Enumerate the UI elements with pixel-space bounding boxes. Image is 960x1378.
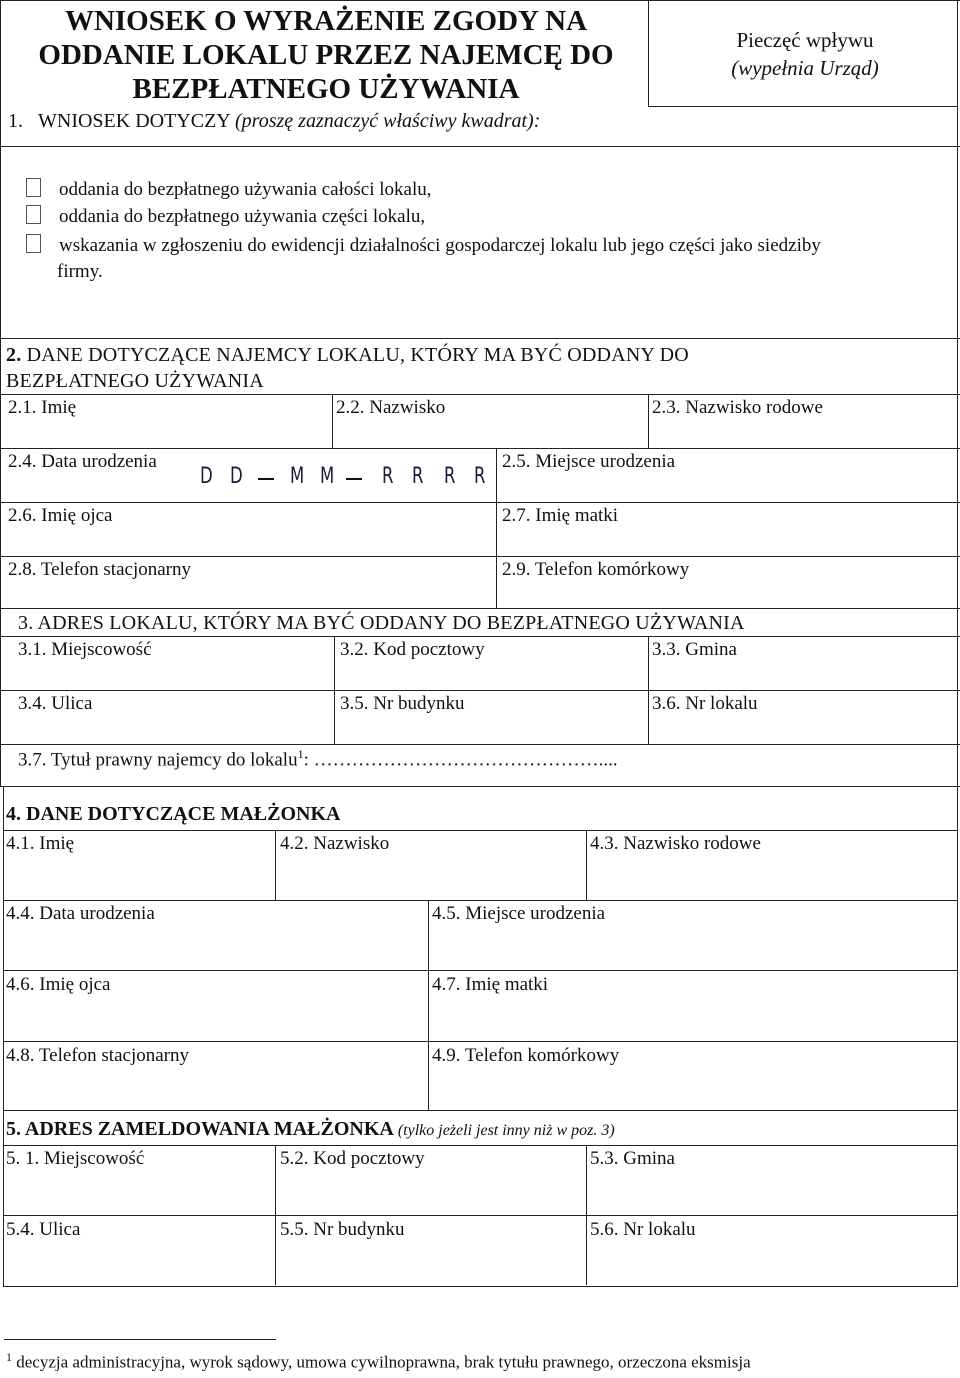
section1-number: 1. <box>8 110 23 132</box>
date-letter-r4: R <box>474 464 486 489</box>
footnote-mark: 1 <box>6 1350 12 1364</box>
s4-col-mid <box>428 900 429 1110</box>
date-letter-r3: R <box>444 464 456 489</box>
date-separator <box>258 478 274 480</box>
section2-top <box>0 338 960 339</box>
section5-top <box>3 1110 958 1111</box>
date-letter-r1: R <box>382 464 394 489</box>
header-bottom <box>0 146 960 147</box>
field-4-3-nazwisko-rodowe[interactable]: 4.3. Nazwisko rodowe <box>590 833 761 854</box>
frame-left-s3 <box>0 608 1 786</box>
frame-left-s2 <box>0 338 1 608</box>
frame-right-s3 <box>957 608 958 786</box>
section2-title-1 <box>6 344 689 367</box>
field-2-9-telefon-komorkowy[interactable]: 2.9. Telefon komórkowy <box>502 559 690 580</box>
s4-row2-top <box>3 900 958 901</box>
section5-heading <box>6 1118 615 1141</box>
field-5-1-miejscowosc[interactable]: 5. 1. Miejscowość <box>6 1148 145 1169</box>
section2-number: 2. <box>6 344 22 366</box>
field-4-4-data-urodzenia[interactable]: 4.4. Data urodzenia <box>6 903 155 924</box>
field-3-6-nr-lokalu[interactable]: 3.6. Nr lokalu <box>652 693 758 714</box>
field-5-6-nr-lokalu[interactable]: 5.6. Nr lokalu <box>590 1219 696 1240</box>
checkbox-part-premises[interactable] <box>26 205 41 224</box>
field-5-5-nr-budynku[interactable]: 5.5. Nr budynku <box>280 1219 405 1240</box>
footnote-text: decyzja administracyjna, wyrok sądowy, umowa cywilnoprawna, brak tytułu prawnego, orzeczona eksmisja <box>16 1352 751 1372</box>
field-5-3-gmina[interactable]: 5.3. Gmina <box>590 1148 675 1169</box>
date-letter-d2: D <box>230 464 243 489</box>
checkbox-company-seat[interactable] <box>26 234 41 253</box>
field-4-9-telefon-komorkowy[interactable]: 4.9. Telefon komórkowy <box>432 1045 620 1066</box>
frame-top <box>0 0 960 1</box>
field-2-6-imie-ojca[interactable]: 2.6. Imię ojca <box>8 505 113 526</box>
field-2-4-data-urodzenia[interactable]: 2.4. Data urodzenia <box>8 451 157 472</box>
s2-col-2 <box>648 394 649 448</box>
field-2-2-nazwisko[interactable]: 2.2. Nazwisko <box>336 397 446 418</box>
s3-row3-top <box>0 744 960 745</box>
s4-row1-top <box>3 830 958 831</box>
date-letter-d1: D <box>200 464 213 489</box>
s2-row2-top <box>0 448 960 449</box>
field-3-1-miejscowosc[interactable]: 3.1. Miejscowość <box>18 639 152 660</box>
s2-col-mid <box>496 448 497 608</box>
section3-title: 3. ADRES LOKALU, KTÓRY MA BYĆ ODDANY DO BEZPŁATNEGO UŻYWANIA <box>18 612 745 634</box>
field-3-3-gmina[interactable]: 3.3. Gmina <box>652 639 737 660</box>
field-3-4-ulica[interactable]: 3.4. Ulica <box>18 693 93 714</box>
field-3-5-nr-budynku[interactable]: 3.5. Nr budynku <box>340 693 465 714</box>
s3-row1-top <box>0 636 960 637</box>
option-whole-premises[interactable] <box>26 178 431 201</box>
s4-col-1 <box>275 830 276 900</box>
frame-right-s4 <box>957 786 958 1286</box>
field-3-7-label: 3.7. Tytuł prawny najemcy do lokalu <box>18 749 298 771</box>
footnote-rule <box>4 1339 276 1340</box>
s2-row1-top <box>0 394 960 395</box>
s2-col-1 <box>332 394 333 448</box>
section1-heading <box>8 110 540 133</box>
section4-top <box>0 786 960 787</box>
field-3-7-dots[interactable]: : ……………………………………….... <box>303 749 618 771</box>
option-company-seat-cont: firmy. <box>57 261 103 282</box>
field-2-7-imie-matki[interactable]: 2.7. Imię matki <box>502 505 619 526</box>
field-3-7-tytul-prawny[interactable] <box>18 747 618 771</box>
field-4-8-telefon-stacjonarny[interactable]: 4.8. Telefon stacjonarny <box>6 1045 189 1066</box>
field-2-5-miejsce-urodzenia[interactable]: 2.5. Miejsce urodzenia <box>502 451 676 472</box>
checkbox-whole-premises[interactable] <box>26 178 41 197</box>
option-part-premises[interactable] <box>26 205 425 228</box>
s2-row3-top <box>0 502 960 503</box>
stamp-divider <box>648 0 649 106</box>
section5-note: (tylko jeżeli jest inny niż w poz. 3) <box>397 1122 615 1139</box>
footnote <box>6 1350 751 1373</box>
section2-title-text: DANE DOTYCZĄCE NAJEMCY LOKALU, KTÓRY MA BYĆ ODDANY DO <box>26 344 689 366</box>
s2-row4-top <box>0 556 960 557</box>
title-line-3: BEZPŁATNEGO UŻYWANIA <box>132 73 520 105</box>
field-2-3-nazwisko-rodowe[interactable]: 2.3. Nazwisko rodowe <box>652 397 823 418</box>
s3-row2-top <box>0 690 960 691</box>
field-4-1-imie[interactable]: 4.1. Imię <box>6 833 75 854</box>
section4-title: 4. DANE DOTYCZĄCE MAŁŻONKA <box>6 803 341 825</box>
section5-title: 5. ADRES ZAMELDOWANIA MAŁŻONKA <box>6 1118 394 1140</box>
s5-row2-top <box>3 1215 958 1216</box>
stamp-bottom <box>648 106 958 107</box>
field-4-7-imie-matki[interactable]: 4.7. Imię matki <box>432 974 549 995</box>
field-5-2-kod-pocztowy[interactable]: 5.2. Kod pocztowy <box>280 1148 425 1169</box>
section3-top <box>0 608 960 609</box>
s4-col-2 <box>586 830 587 900</box>
s4-row3-top <box>3 970 958 971</box>
option-label: oddania do bezpłatnego używania części lokalu, <box>59 206 426 227</box>
stamp-label: Pieczęć wpływu <box>736 28 874 52</box>
frame-right-s2 <box>957 338 958 608</box>
field-2-8-telefon-stacjonarny[interactable]: 2.8. Telefon stacjonarny <box>8 559 191 580</box>
field-4-6-imie-ojca[interactable]: 4.6. Imię ojca <box>6 974 111 995</box>
date-letter-r2: R <box>412 464 424 489</box>
s4-row4-top <box>3 1041 958 1042</box>
date-letter-m2: M <box>320 464 335 489</box>
stamp-note: (wypełnia Urząd) <box>731 56 879 80</box>
footnote-ref: 1 <box>297 747 304 761</box>
s5-row1-top <box>3 1145 958 1146</box>
title-line-2: ODDANIE LOKALU PRZEZ NAJEMCĘ DO <box>38 39 614 71</box>
title-line-1: WNIOSEK O WYRAŻENIE ZGODY NA <box>64 5 588 37</box>
frame-left-top <box>0 0 1 338</box>
option-company-seat[interactable] <box>26 234 821 257</box>
form-bottom <box>3 1286 958 1287</box>
option-label: oddania do bezpłatnego używania całości lokalu, <box>59 179 432 200</box>
field-4-2-nazwisko[interactable]: 4.2. Nazwisko <box>280 833 390 854</box>
field-3-2-kod-pocztowy[interactable]: 3.2. Kod pocztowy <box>340 639 485 660</box>
field-5-4-ulica[interactable]: 5.4. Ulica <box>6 1219 81 1240</box>
option-label: wskazania w zgłoszeniu do ewidencji działalności gospodarczej lokalu lub jego części jako siedziby <box>59 235 821 256</box>
field-4-5-miejsce-urodzenia[interactable]: 4.5. Miejsce urodzenia <box>432 903 606 924</box>
section1-instruction: (proszę zaznaczyć właściwy kwadrat): <box>235 110 541 132</box>
form-title <box>6 4 646 106</box>
section1-title: WNIOSEK DOTYCZY <box>38 110 231 132</box>
section2-title-2: BEZPŁATNEGO UŻYWANIA <box>6 370 264 392</box>
frame-left-s4 <box>3 786 4 1286</box>
date-separator <box>346 478 362 480</box>
field-2-1-imie[interactable]: 2.1. Imię <box>8 397 77 418</box>
date-letter-m1: M <box>290 464 305 489</box>
